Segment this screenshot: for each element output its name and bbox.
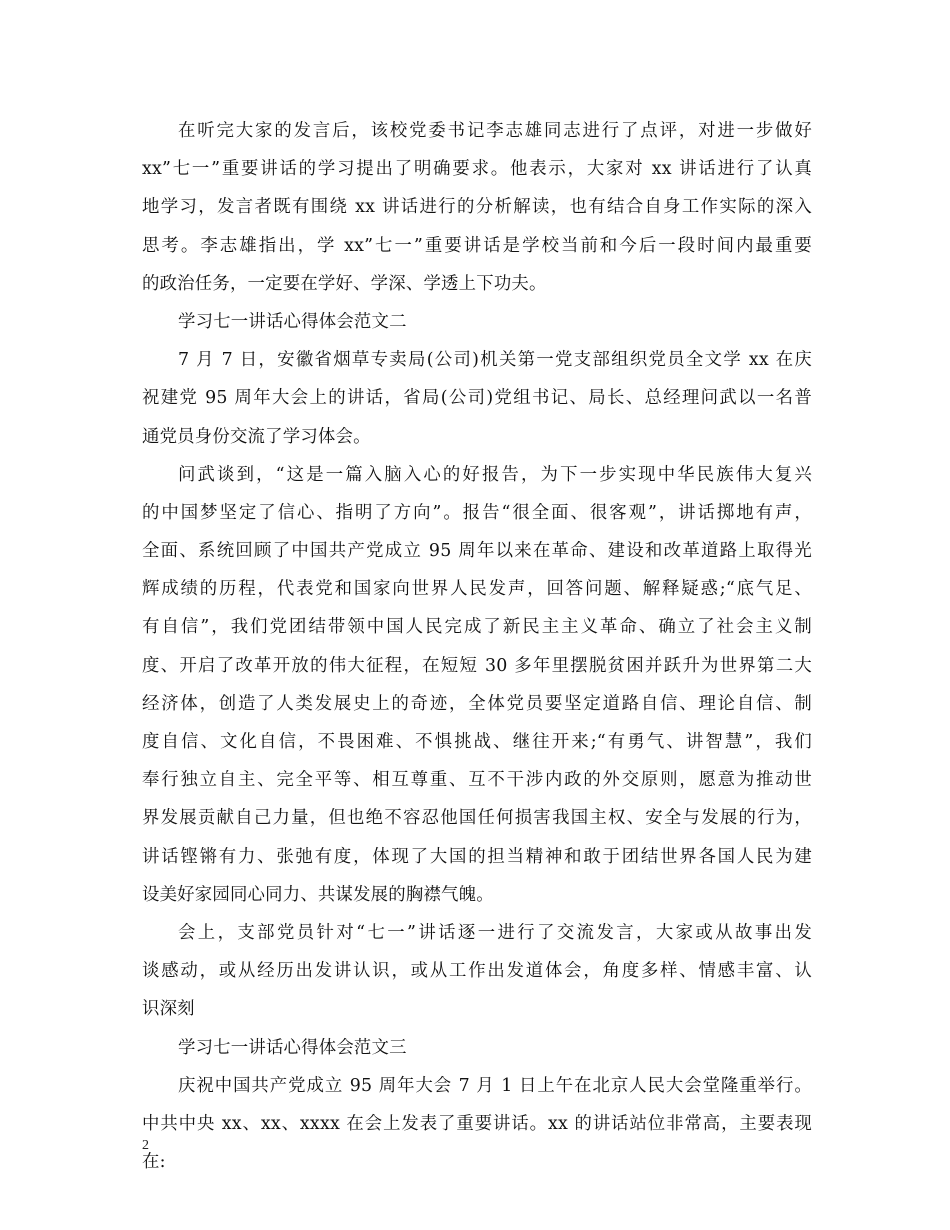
text-line: 度、开启了改革开放的伟大征程，在短短 30 多年里摆脱贫困并跃升为世界第二大	[142, 655, 812, 676]
text-line: 全面、系统回顾了中国共产党成立 95 周年以来在革命、建设和改革道路上取得光	[142, 541, 812, 562]
text-line: 界发展贡献自己力量，但也绝不容忍他国任何损害我国主权、安全与发展的行为，	[142, 808, 812, 829]
text-line: 祝建党 95 周年大会上的讲话，省局(公司)党组书记、局长、总经理问武以一名普	[142, 388, 812, 409]
text-line: 会上，支部党员针对“七一”讲话逐一进行了交流发言，大家或从故事出发	[178, 922, 812, 943]
text-line: 问武谈到，“这是一篇入脑入心的好报告，为下一步实现中华民族伟大复兴	[178, 464, 812, 485]
text-line: 度自信、文化自信，不畏困难、不惧挑战、继往开来;“有勇气、讲智慧”，我们	[142, 732, 813, 752]
text-line: 中共中央 xx、xx、xxxx 在会上发表了重要讲话。xx 的讲话站位非常高，主要表现	[142, 1113, 812, 1134]
page-number: 2	[142, 1138, 149, 1153]
text-line: 的中国梦坚定了信心、指明了方向”。报告“很全面、很客观”，讲话掷地有声，	[142, 502, 812, 523]
text-line: 思考。李志雄指出，学 xx”七一”重要讲话是学校当前和今后一段时间内最重要	[142, 235, 812, 256]
text-line: 在:	[142, 1152, 166, 1173]
text-line: 地学习，发言者既有围绕 xx 讲话进行的分析解读，也有结合自身工作实际的深入	[142, 197, 812, 218]
text-line: 学习七一讲话心得体会范文二	[178, 311, 407, 332]
document-body	[142, 112, 812, 1181]
text-line: 辉成绩的历程，代表党和国家向世界人民发声，回答问题、解释疑惑;“底气足、	[142, 579, 812, 600]
text-line: 奉行独立自主、完全平等、相互尊重、互不干涉内政的外交原则，愿意为推动世	[142, 770, 812, 791]
text-line: xx”七一”重要讲话的学习提出了明确要求。他表示，大家对 xx 讲话进行了认真	[142, 159, 812, 180]
text-line: 经济体，创造了人类发展史上的奇迹，全体党员要坚定道路自信、理论自信、制	[142, 693, 812, 714]
text-line: 的政治任务，一定要在学好、学深、学透上下功夫。	[142, 273, 547, 294]
text-line: 谈感动，或从经历出发讲认识，或从工作出发道体会，角度多样、情感丰富、认	[142, 961, 812, 982]
text-line: 学习七一讲话心得体会范文三	[178, 1037, 407, 1058]
document-page	[142, 112, 812, 1181]
text-line: 在听完大家的发言后，该校党委书记李志雄同志进行了点评，对进一步做好	[178, 121, 812, 141]
text-line: 有自信”，我们党团结带领中国人民完成了新民主主义革命、确立了社会主义制	[142, 617, 812, 638]
text-line: 讲话铿锵有力、张弛有度，体现了大国的担当精神和敢于团结世界各国人民为建	[142, 846, 812, 867]
text-line: 庆祝中国共产党成立 95 周年大会 7 月 1 日上午在北京人民大会堂隆重举行。	[178, 1075, 812, 1096]
text-line: 7 月 7 日，安徽省烟草专卖局(公司)机关第一党支部组织党员全文学 xx 在庆	[178, 350, 812, 371]
text-line: 设美好家园同心同力、共谋发展的胸襟气魄。	[142, 884, 494, 905]
text-line: 通党员身份交流了学习体会。	[142, 426, 371, 447]
text-line: 识深刻	[142, 999, 195, 1020]
